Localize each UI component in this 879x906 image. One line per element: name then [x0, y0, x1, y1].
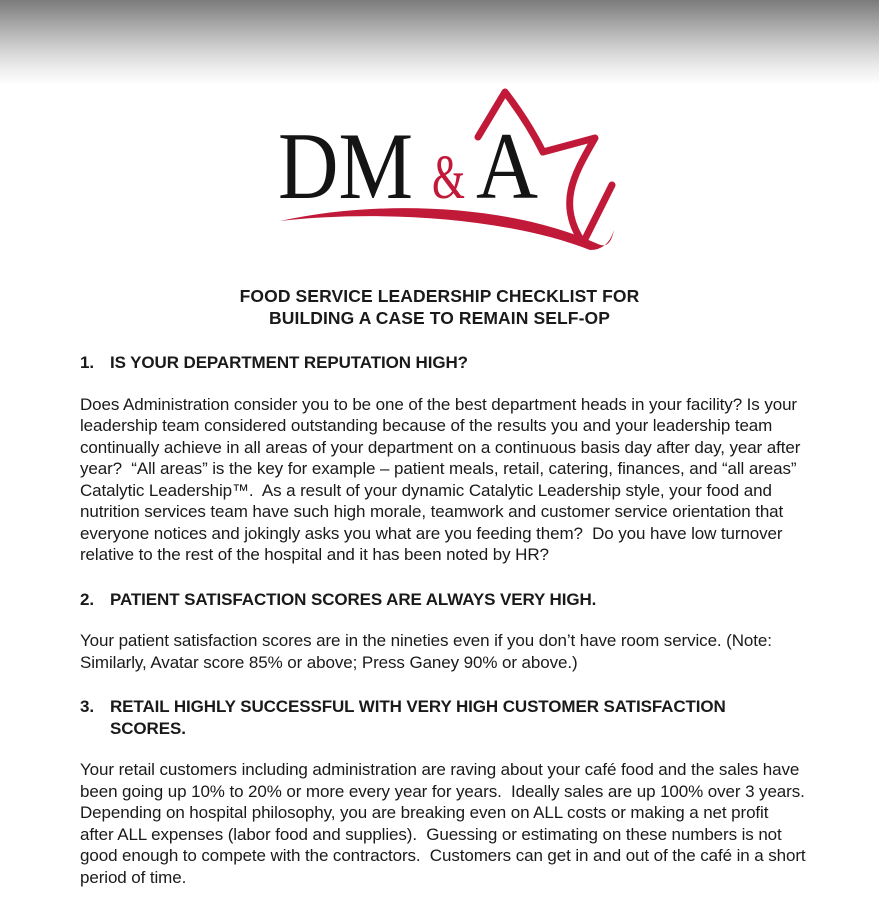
- document-title: [0, 285, 879, 329]
- section-number: 3.: [80, 697, 94, 716]
- section-3-heading: [80, 696, 806, 739]
- section-2-heading: [80, 589, 806, 611]
- title-line-1: FOOD SERVICE LEADERSHIP CHECKLIST FOR: [239, 286, 640, 306]
- section-1-heading: [80, 352, 806, 374]
- section-3-body: Your retail customers including administration are raving about your café food and the sales have been going up 10% to 20% or more every year for years. Ideally sales are up 100% over 3 years. Depending on hospital philosophy, you are breaking even on ALL costs or making a net profit after ALL expenses (labor food and supplies). Guessing or estimating on these numbers is not good enough to compete with the contractors. Customers can get in and out of the café in a short period of time.: [80, 760, 814, 887]
- section-number: 2.: [80, 589, 94, 609]
- title-line-2: BUILDING A CASE TO REMAIN SELF-OP: [269, 308, 610, 328]
- section-1: [80, 352, 806, 566]
- section-1-body: Does Administration consider you to be one of the best department heads in your facility? Is your leadership team considered outstanding because of the results you and your leadership team continually achieve in all areas of your department on a continuous basis day after day, year after year? “All areas” is the key for example – patient meals, retail, catering, finances, and “all areas” Catalytic Leadership™. As a result of your dynamic Catalytic Leadership style, your food and nutrition services team have such high morale, teamwork and customer service orientation that everyone notices and jokingly asks you what are you feeding them? Do you have low turnover relative to the rest of the hospital and it has been noted by HR?: [80, 394, 805, 564]
- section-2-body: Your patient satisfaction scores are in the nineties even if you don’t have room service. (Note: Similarly, Avatar score 85% or above; Press Ganey 90% or above.): [80, 631, 777, 672]
- logo-text-dm: DM: [277, 113, 413, 219]
- section-heading-text: IS YOUR DEPARTMENT REPUTATION HIGH?: [110, 353, 468, 372]
- section-heading-text: PATIENT SATISFACTION SCORES ARE ALWAYS VERY HIGH.: [110, 589, 597, 609]
- section-2: [80, 589, 806, 674]
- section-heading-text: RETAIL HIGHLY SUCCESSFUL WITH VERY HIGH CUSTOMER SATISFACTION SCORES.: [110, 697, 726, 738]
- dma-logo-graphic: [260, 88, 620, 260]
- logo-text-ampersand: &: [431, 144, 465, 212]
- document-body: [80, 352, 814, 888]
- page-top-shadow: [0, 0, 879, 85]
- section-number: 1.: [80, 353, 94, 372]
- dma-logo: [260, 88, 620, 265]
- logo-text-a: A: [475, 113, 538, 219]
- section-3: [80, 696, 814, 888]
